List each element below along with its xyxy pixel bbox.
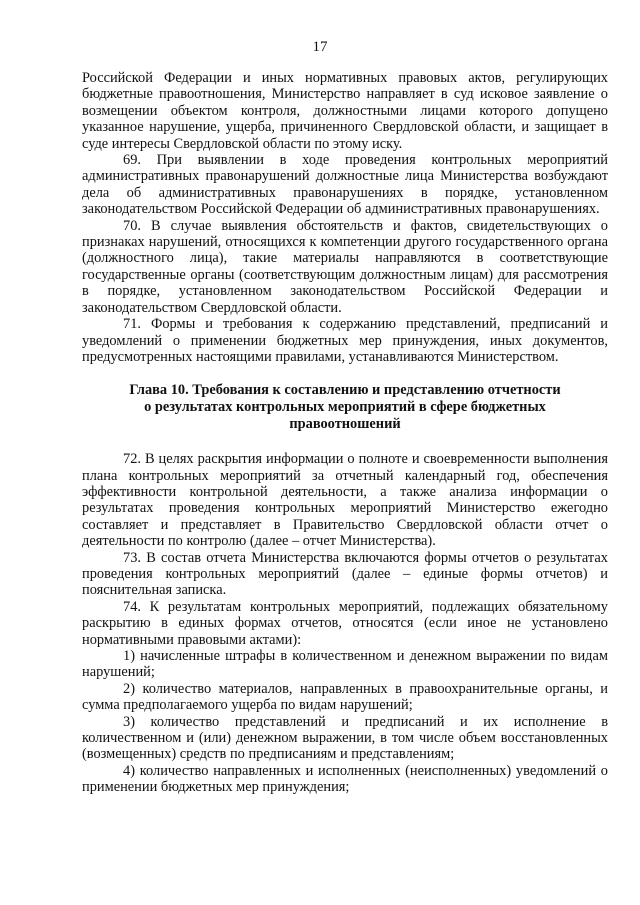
list-item-2: 2) количество материалов, направленных в правоохранительные органы, и сумма предполагаемого ущерба по видам нарушений;: [82, 680, 608, 714]
list-item-3: 3) количество представлений и предписаний и их исполнение в количественном и (или) денежном выражении, в том числе объем восстановленных (возмещенных) средств по предписаниям и представлениям;: [82, 713, 608, 763]
paragraph-74: 74. К результатам контрольных мероприятий, подлежащих обязательному раскрытию в единых формах отчетов, относятся (если иное не установлено нормативными правовыми актами):: [82, 598, 608, 648]
paragraph-73: 73. В состав отчета Министерства включаются формы отчетов о результатах проведения контрольных мероприятий (далее – единые формы отчетов) и пояснительная записка.: [82, 549, 608, 599]
list-item-4: 4) количество направленных и исполненных (неисполненных) уведомлений о применении бюджетных мер принуждения;: [82, 762, 608, 796]
chapter-heading: [82, 382, 608, 432]
paragraph-continuation: Российской Федерации и иных нормативных правовых актов, регулирующих бюджетные правоотношения, Министерство направляет в суд исковое заявление о возмещении объектом контроля, должностными лицами которого допущено указанное нарушение, ущерба, причиненного Свердловской области, и защищает в суде интересы Свердловской области по этому иску.: [82, 70, 608, 152]
paragraph-71: 71. Формы и требования к содержанию представлений, предписаний и уведомлений о применении бюджетных мер принуждения, иных документов, предусмотренных настоящими правилами, устанавливаются Министерством.: [82, 316, 608, 365]
paragraph-69: 69. При выявлении в ходе проведения контрольных мероприятий административных правонарушений должностные лица Министерства возбуждают дела об административных правонарушениях в порядке, установленном законодательством Российской Федерации об административных правонарушениях.: [82, 152, 608, 218]
page-number: 17: [312, 39, 328, 55]
document-body: [82, 70, 608, 796]
chapter-heading-line: о результатах контрольных мероприятий в сфере бюджетных: [144, 398, 546, 415]
paragraph-72: 72. В целях раскрытия информации о полноте и своевременности выполнения плана контрольных мероприятий за отчетный календарный год, обеспечения эффективности контрольной деятельности, а также анализа информации о результатах проведения контрольных мероприятий Министерство ежегодно составляет и представляет в Правительство Свердловской области отчет о деятельности по контролю (далее – отчет Министерства).: [82, 451, 608, 550]
chapter-heading-line: правоотношений: [289, 415, 401, 432]
list-item-1: 1) начисленные штрафы в количественном и денежном выражении по видам нарушений;: [82, 647, 608, 681]
chapter-heading-line: Глава 10. Требования к составлению и представлению отчетности: [129, 382, 561, 399]
paragraph-70: 70. В случае выявления обстоятельств и фактов, свидетельствующих о признаках нарушений, относящихся к компетенции другого государственного органа (должностного лица), такие материалы направляются в соответствующие государственные органы (соответствующим должностным лицам) для рассмотрения в порядке, установленном законодательством Российской Федерации и законодательством Свердловской области.: [82, 217, 608, 316]
